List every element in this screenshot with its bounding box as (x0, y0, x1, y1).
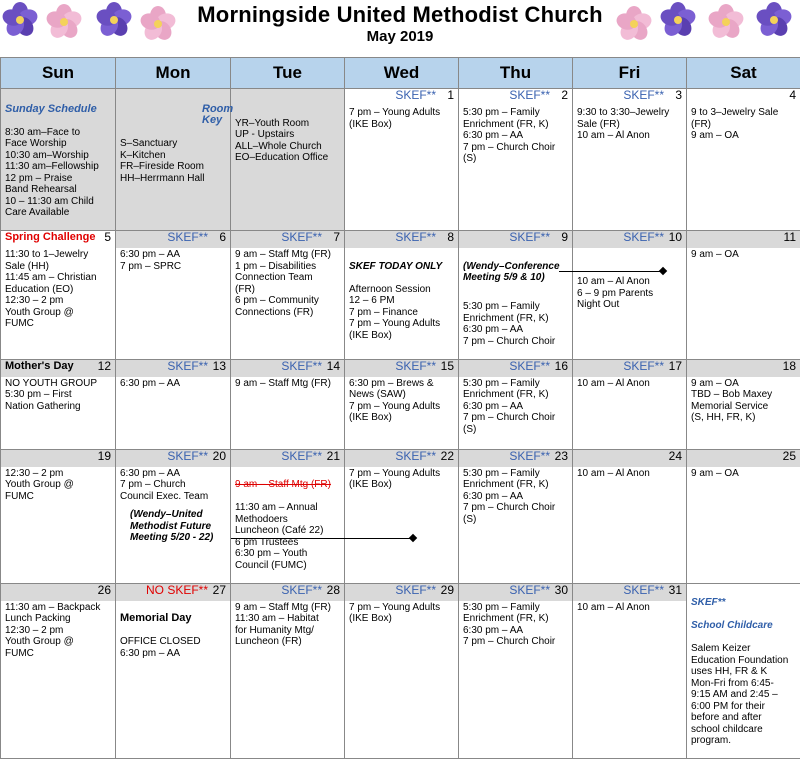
day-number: 26 (98, 585, 111, 597)
event-list: 9 am – Staff Mtg (FR) 1 pm – Disabilities Connection Team (FR) 6 pm – Community Connections (FR) (231, 248, 344, 318)
event-list: 5:30 pm – Family Enrichment (FR, K) 6:30 pm – AA 7 pm – Church Choir (S) (459, 377, 572, 436)
day-cell (573, 231, 687, 360)
event-list: 6:30 pm – AA 7 pm – Church Council Exec. Team (116, 467, 230, 503)
day-number: 5 (104, 232, 111, 244)
day-number: 31 (669, 585, 682, 597)
day-cell (573, 89, 687, 231)
memorial-day-label: Memorial Day (120, 613, 227, 625)
day-number: 8 (447, 232, 454, 244)
day-cell (459, 89, 573, 231)
page-subtitle: May 2019 (0, 28, 800, 45)
weekday-header: Wed (345, 58, 459, 89)
event-list: 7 pm – Young Adults (IKE Box) (345, 601, 458, 625)
day-number: 25 (783, 451, 796, 463)
mothers-day-label: Mother's Day (5, 361, 74, 373)
skef-label: SKEF** (623, 361, 664, 373)
day-number: 14 (327, 361, 340, 373)
event-list: 6:30 pm – AA 7 pm – SPRC (116, 248, 230, 272)
skef-today-note: SKEF TODAY ONLY (349, 261, 455, 273)
day-cell (687, 583, 800, 759)
weekday-header: Thu (459, 58, 573, 89)
weekday-header: Fri (573, 58, 687, 89)
skef-label: SKEF** (623, 90, 664, 102)
day-cell (345, 449, 459, 583)
skef-label: SKEF** (509, 585, 550, 597)
day-number: 18 (783, 361, 796, 373)
day-cell (1, 359, 116, 449)
event-list: 7 pm – Young Adults (IKE Box) (345, 467, 458, 491)
day-cell (231, 449, 345, 583)
event-list: 10 am – Al Anon (573, 601, 686, 614)
day-cell (345, 583, 459, 759)
day-number: 16 (555, 361, 568, 373)
day-cell (116, 231, 231, 360)
event-list: NO YOUTH GROUP 5:30 pm – First Nation Gathering (1, 377, 115, 413)
event-list: 5:30 pm – Family Enrichment (FR, K) 6:30 pm – AA 7 pm – Church Choir (459, 601, 572, 648)
day-number: 22 (441, 451, 454, 463)
skef-label: SKEF** (167, 451, 208, 463)
day-cell (345, 89, 459, 231)
day-cell (687, 359, 800, 449)
event-list: 7 pm – Young Adults (IKE Box) (345, 106, 458, 130)
event-list: 8:30 am–Face to Face Worship 10:30 am–Worship 11:30 am–Fellowship 12 pm – Praise Band Rehearsal 10 – 11:30 am Child Care Available (5, 127, 112, 219)
skef-label: SKEF** (281, 232, 322, 244)
skef-label: SKEF** (509, 451, 550, 463)
day-number: 17 (669, 361, 682, 373)
event-list: 11:30 am – Annual Methodoers Luncheon (Café 22) 6 pm Trustees 6:30 pm – Youth Council (FUMC) (235, 502, 341, 571)
no-skef-label: NO SKEF** (146, 585, 208, 597)
day-cell (1, 449, 116, 583)
event-list: 10 am – Al Anon 6 – 9 pm Parents Night Out (573, 248, 686, 311)
room-key-title: Room Key (120, 104, 227, 127)
day-number: 2 (561, 90, 568, 102)
day-cell (1, 231, 116, 360)
day-cell (687, 231, 800, 360)
event-list: Afternoon Session 12 – 6 PM 7 pm – Finance 7 pm – Young Adults (IKE Box) (349, 284, 455, 342)
event-list: 10 am – Al Anon (573, 467, 686, 480)
event-list: 9 am – Staff Mtg (FR) 11:30 am – Habitat for Humanity Mtg/ Luncheon (FR) (231, 601, 344, 648)
day-number: 3 (675, 90, 682, 102)
calendar-grid (0, 57, 800, 759)
skef-label: SKEF** (395, 90, 436, 102)
day-cell (116, 449, 231, 583)
day-number: 13 (213, 361, 226, 373)
event-list: 11:30 am – Backpack Lunch Packing 12:30 – 2 pm Youth Group @ FUMC (1, 601, 115, 660)
event-list: 12:30 – 2 pm Youth Group @ FUMC (1, 467, 115, 503)
day-cell (116, 583, 231, 759)
day-number: 15 (441, 361, 454, 373)
room-key-list: YR–Youth Room UP - Upstairs ALL–Whole Church EO–Education Office (235, 118, 341, 164)
childcare-note: Salem Keizer Education Foundation uses HH, FR & K Mon-Fri from 6:45- 9:15 AM and 2:45 – 6:00 PM for their before and after school childcare program. (691, 643, 797, 747)
day-cell (231, 359, 345, 449)
day-cell (231, 583, 345, 759)
weekday-header: Tue (231, 58, 345, 89)
skef-label: SKEF** (281, 585, 322, 597)
day-number: 24 (669, 451, 682, 463)
day-cell (345, 231, 459, 360)
event-list: 5:30 pm – Family Enrichment (FR, K) 6:30 pm – AA 7 pm – Church Choir (463, 301, 569, 347)
skef-label: SKEF** (395, 361, 436, 373)
skef-label: SKEF** (281, 361, 322, 373)
day-cell (687, 449, 800, 583)
day-cell (459, 449, 573, 583)
day-number: 28 (327, 585, 340, 597)
skef-label: SKEF** (395, 232, 436, 244)
event-list: 6:30 pm – AA (116, 377, 230, 390)
event-list: 10 am – Al Anon (573, 377, 686, 390)
day-cell (345, 359, 459, 449)
day-number: 10 (669, 232, 682, 244)
skef-label: SKEF** (623, 585, 664, 597)
event-list: 9:30 to 3:30–Jewelry Sale (FR) 10 am – Al Anon (573, 106, 686, 142)
event-list: 9 am – OA TBD – Bob Maxey Memorial Service (S, HH, FR, K) (687, 377, 800, 424)
weekday-header-row (1, 58, 800, 89)
room-key-list: S–Sanctuary K–Kitchen FR–Fireside Room HH–Herrmann Hall (120, 138, 227, 184)
day-number: 9 (561, 232, 568, 244)
day-cell (1, 89, 116, 231)
skef-label: SKEF** (167, 232, 208, 244)
day-cell (459, 359, 573, 449)
methodist-meeting-note: (Wendy–United Methodist Future Meeting 5/20 - 22) (116, 508, 230, 544)
day-cell (1, 583, 116, 759)
header (0, 0, 800, 58)
day-number: 20 (213, 451, 226, 463)
day-number: 23 (555, 451, 568, 463)
day-number: 6 (219, 232, 226, 244)
day-number: 4 (789, 90, 796, 102)
spring-challenge-label: Spring Challenge (5, 232, 95, 244)
week-row (1, 583, 800, 759)
skef-label: SKEF** (281, 451, 322, 463)
skef-label: SKEF** (395, 451, 436, 463)
conference-note: (Wendy–Conference Meeting 5/9 & 10) (463, 261, 569, 284)
weekday-header: Sun (1, 58, 116, 89)
day-cell (231, 231, 345, 360)
week-row (1, 359, 800, 449)
day-cell (573, 449, 687, 583)
event-list: 11:30 to 1–Jewelry Sale (HH) 11:45 am – Christian Education (EO) 12:30 – 2 pm Youth Group @ FUMC (1, 248, 115, 330)
skef-label: SKEF** (395, 585, 436, 597)
skef-label: SKEF** (167, 361, 208, 373)
day-cell (459, 231, 573, 360)
skef-label: SKEF** (509, 361, 550, 373)
day-number: 30 (555, 585, 568, 597)
day-number: 29 (441, 585, 454, 597)
event-list: 6:30 pm – Brews & News (SAW) 7 pm – Young Adults (IKE Box) (345, 377, 458, 424)
day-cell (116, 359, 231, 449)
event-list: 9 am – Staff Mtg (FR) (231, 377, 344, 390)
skef-childcare-heading: SKEF** (691, 597, 797, 609)
day-cell (573, 359, 687, 449)
day-cell (231, 89, 345, 231)
event-list: 5:30 pm – Family Enrichment (FR, K) 6:30 pm – AA 7 pm – Church Choir (S) (459, 467, 572, 526)
skef-label: SKEF** (509, 232, 550, 244)
event-list: 9 am – OA (687, 248, 800, 261)
weekday-header: Sat (687, 58, 800, 89)
day-cell (459, 583, 573, 759)
day-number: 21 (327, 451, 340, 463)
week-row (1, 89, 800, 231)
day-number: 1 (447, 90, 454, 102)
day-number: 7 (333, 232, 340, 244)
cancelled-event: 9 am – Staff Mtg (FR) (235, 479, 341, 491)
day-cell (116, 89, 231, 231)
week-row (1, 449, 800, 583)
event-list: 5:30 pm – Family Enrichment (FR, K) 6:30 pm – AA 7 pm – Church Choir (S) (459, 106, 572, 165)
skef-label: SKEF** (509, 90, 550, 102)
day-number: 27 (213, 585, 226, 597)
day-cell (573, 583, 687, 759)
skef-label: SKEF** (623, 232, 664, 244)
event-list: 9 to 3–Jewelry Sale (FR) 9 am – OA (687, 106, 800, 142)
week-row (1, 231, 800, 360)
event-list: OFFICE CLOSED 6:30 pm – AA (120, 636, 227, 659)
day-cell (687, 89, 800, 231)
page-title: Morningside United Methodist Church (0, 2, 800, 28)
weekday-header: Mon (116, 58, 231, 89)
day-number: 12 (98, 361, 111, 373)
event-list: 9 am – OA (687, 467, 800, 480)
sunday-schedule-title: Sunday Schedule (5, 104, 112, 116)
school-childcare-heading: School Childcare (691, 620, 797, 632)
day-number: 11 (784, 232, 796, 244)
day-number: 19 (98, 451, 111, 463)
